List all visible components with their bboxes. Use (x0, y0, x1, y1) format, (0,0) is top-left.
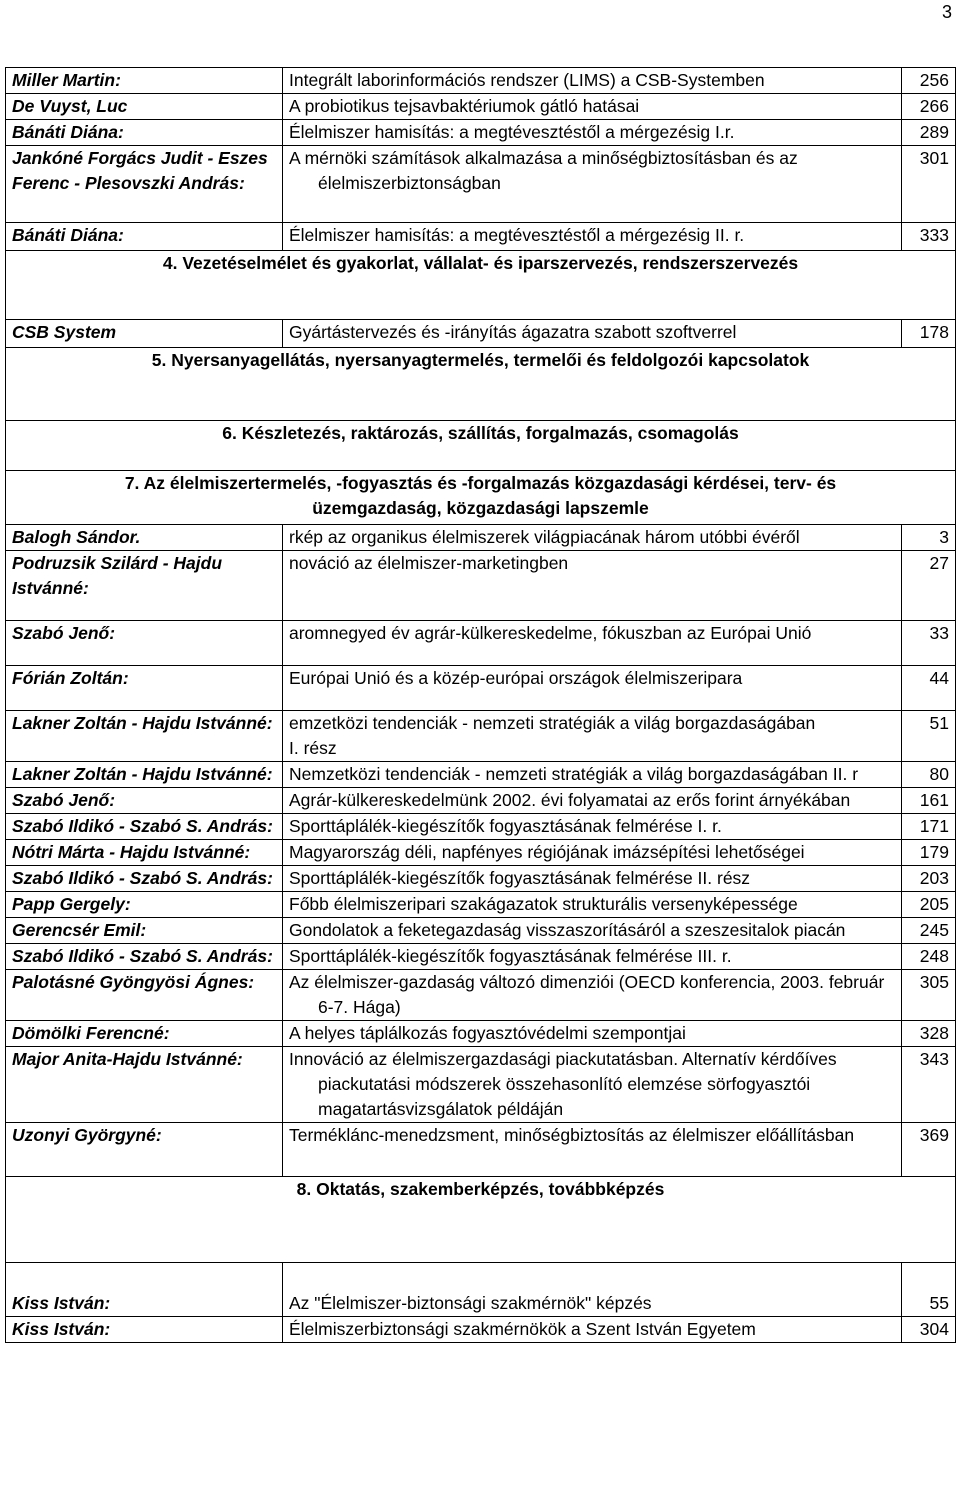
title-cell: A mérnöki számítások alkalmazása a minőségbiztosításban és az élelmiszerbiztonságban (283, 146, 902, 223)
page-cell: 304 (902, 1317, 956, 1343)
table-row (6, 68, 956, 94)
title-cell: Sporttáplálék-kiegészítők fogyasztásának felmérése II. rész (283, 866, 902, 892)
page-cell: 179 (902, 840, 956, 866)
author-cell: Jankóné Forgács Judit - Eszes Ferenc - Plesovszki András: (6, 146, 283, 223)
author-cell: Miller Martin: (6, 68, 283, 94)
title-cell: A probiotikus tejsavbaktériumok gátló hatásai (283, 94, 902, 120)
title-cell: rkép az organikus élelmiszerek világpiacának három utóbbi évéről (283, 525, 902, 551)
author-cell: Kiss István: (6, 1317, 283, 1343)
page-cell: 369 (902, 1123, 956, 1177)
author-cell: Bánáti Diána: (6, 223, 283, 251)
table-row (6, 146, 956, 223)
page-cell: 301 (902, 146, 956, 223)
author-cell: Dömölki Ferencné: (6, 1021, 283, 1047)
title-cell: Élelmiszer hamisítás: a megtévesztéstől a mérgezésig I.r. (283, 120, 902, 146)
page-cell: 161 (902, 788, 956, 814)
page-cell: 44 (902, 666, 956, 711)
page-cell: 178 (902, 320, 956, 348)
section-heading-row (6, 348, 956, 421)
page-cell: 55 (902, 1263, 956, 1317)
title-cell: nováció az élelmiszer-marketingben (283, 551, 902, 621)
page-cell: 33 (902, 621, 956, 666)
author-cell: Fórián Zoltán: (6, 666, 283, 711)
title-cell: emzetközi tendenciák - nemzeti stratégiák a világ borgazdaságában I. rész (283, 711, 902, 762)
section-heading-row (6, 471, 956, 525)
table-row (6, 1047, 956, 1123)
title-cell: Innováció az élelmiszergazdasági piackutatásban. Alternatív kérdőíves piackutatási módszerek összehasonlító elemzése sörfogyasztói magatartásvizsgálatok példáján (283, 1047, 902, 1123)
title-cell: Agrár-külkereskedelmünk 2002. évi folyamatai az erős forint árnyékában (283, 788, 902, 814)
table-row (6, 970, 956, 1021)
article-index-table (5, 67, 956, 1343)
table-row (6, 525, 956, 551)
title-cell: Terméklánc-menedzsment, minőségbiztosítás az élelmiszer előállításban (283, 1123, 902, 1177)
table-row (6, 814, 956, 840)
title-cell: Sporttáplálék-kiegészítők fogyasztásának felmérése III. r. (283, 944, 902, 970)
author-cell: Szabó Ildikó - Szabó S. András: (6, 866, 283, 892)
table-row (6, 666, 956, 711)
title-cell: Élelmiszerbiztonsági szakmérnökök a Szent István Egyetem (283, 1317, 902, 1343)
author-cell: Szabó Jenő: (6, 621, 283, 666)
author-cell: Major Anita-Hajdu Istvánné: (6, 1047, 283, 1123)
title-cell: A helyes táplálkozás fogyasztóvédelmi szempontjai (283, 1021, 902, 1047)
author-cell: Palotásné Gyöngyösi Ágnes: (6, 970, 283, 1021)
page-cell: 328 (902, 1021, 956, 1047)
page-cell: 203 (902, 866, 956, 892)
section-heading (6, 471, 956, 525)
section-heading-line: 7. Az élelmiszertermelés, -fogyasztás és -forgalmazás közgazdasági kérdései, terv- és (124, 473, 837, 493)
table-row (6, 1021, 956, 1047)
title-cell: Az "Élelmiszer-biztonsági szakmérnök" képzés (283, 1263, 902, 1317)
page-cell: 80 (902, 762, 956, 788)
author-cell: CSB System (6, 320, 283, 348)
author-cell: Kiss István: (6, 1263, 283, 1317)
section-heading-row (6, 421, 956, 471)
table-row (6, 223, 956, 251)
title-cell: Európai Unió és a közép-európai országok élelmiszeripara (283, 666, 902, 711)
table-row (6, 788, 956, 814)
table-row (6, 892, 956, 918)
page-cell: 256 (902, 68, 956, 94)
page-cell: 333 (902, 223, 956, 251)
table-row (6, 120, 956, 146)
title-cell: Élelmiszer hamisítás: a megtévesztéstől a mérgezésig II. r. (283, 223, 902, 251)
page-cell: 3 (902, 525, 956, 551)
title-cell: Integrált laborinformációs rendszer (LIMS) a CSB-Systemben (283, 68, 902, 94)
author-cell: Szabó Ildikó - Szabó S. András: (6, 814, 283, 840)
author-cell: Lakner Zoltán - Hajdu Istvánné: (6, 711, 283, 762)
page-cell: 205 (902, 892, 956, 918)
author-cell: Lakner Zoltán - Hajdu Istvánné: (6, 762, 283, 788)
author-cell: Szabó Jenő: (6, 788, 283, 814)
table-row (6, 918, 956, 944)
table-row (6, 944, 956, 970)
table-row (6, 840, 956, 866)
title-cell: Magyarország déli, napfényes régiójának imázsépítési lehetőségei (283, 840, 902, 866)
section-heading: 8. Oktatás, szakemberképzés, továbbképzés (6, 1177, 956, 1263)
page-number: 3 (941, 2, 952, 22)
page-cell: 305 (902, 970, 956, 1021)
table-row (6, 711, 956, 762)
page-cell: 248 (902, 944, 956, 970)
author-cell: Szabó Ildikó - Szabó S. András: (6, 944, 283, 970)
title-cell: Sporttáplálék-kiegészítők fogyasztásának felmérése I. r. (283, 814, 902, 840)
author-cell: Uzonyi Györgyné: (6, 1123, 283, 1177)
author-cell: De Vuyst, Luc (6, 94, 283, 120)
page-cell: 266 (902, 94, 956, 120)
author-cell: Balogh Sándor. (6, 525, 283, 551)
author-cell: Podruzsik Szilárd - Hajdu Istvánné: (6, 551, 283, 621)
page-cell: 27 (902, 551, 956, 621)
page-cell: 51 (902, 711, 956, 762)
page-cell: 289 (902, 120, 956, 146)
title-cell: Főbb élelmiszeripari szakágazatok strukturális versenyképessége (283, 892, 902, 918)
table-row (6, 762, 956, 788)
section-heading: 6. Készletezés, raktározás, szállítás, forgalmazás, csomagolás (6, 421, 956, 471)
author-cell: Nótri Márta - Hajdu Istvánné: (6, 840, 283, 866)
section-heading-line: üzemgazdaság, közgazdasági lapszemle (312, 498, 649, 518)
title-cell: Gyártástervezés és -irányítás ágazatra szabott szoftverrel (283, 320, 902, 348)
table-row (6, 1263, 956, 1317)
table-row (6, 551, 956, 621)
section-heading-row (6, 1177, 956, 1263)
page-cell: 245 (902, 918, 956, 944)
title-cell: Nemzetközi tendenciák - nemzeti stratégiák a világ borgazdaságában II. r (283, 762, 902, 788)
author-cell: Gerencsér Emil: (6, 918, 283, 944)
table-row (6, 1317, 956, 1343)
title-cell: Az élelmiszer-gazdaság változó dimenziói (OECD konferencia, 2003. február 6-7. Hága) (283, 970, 902, 1021)
title-cell: aromnegyed év agrár-külkereskedelme, fókuszban az Európai Unió (283, 621, 902, 666)
table-row (6, 94, 956, 120)
table-row (6, 621, 956, 666)
page-cell: 171 (902, 814, 956, 840)
page-cell: 343 (902, 1047, 956, 1123)
section-heading-row (6, 251, 956, 320)
table-row (6, 1123, 956, 1177)
title-cell: Gondolatok a feketegazdaság visszaszorításáról a szeszesitalok piacán (283, 918, 902, 944)
author-cell: Bánáti Diána: (6, 120, 283, 146)
author-cell: Papp Gergely: (6, 892, 283, 918)
section-heading: 4. Vezetéselmélet és gyakorlat, vállalat- és iparszervezés, rendszerszervezés (6, 251, 956, 320)
section-heading: 5. Nyersanyagellátás, nyersanyagtermelés, termelői és feldolgozói kapcsolatok (6, 348, 956, 421)
table-row (6, 866, 956, 892)
table-row (6, 320, 956, 348)
